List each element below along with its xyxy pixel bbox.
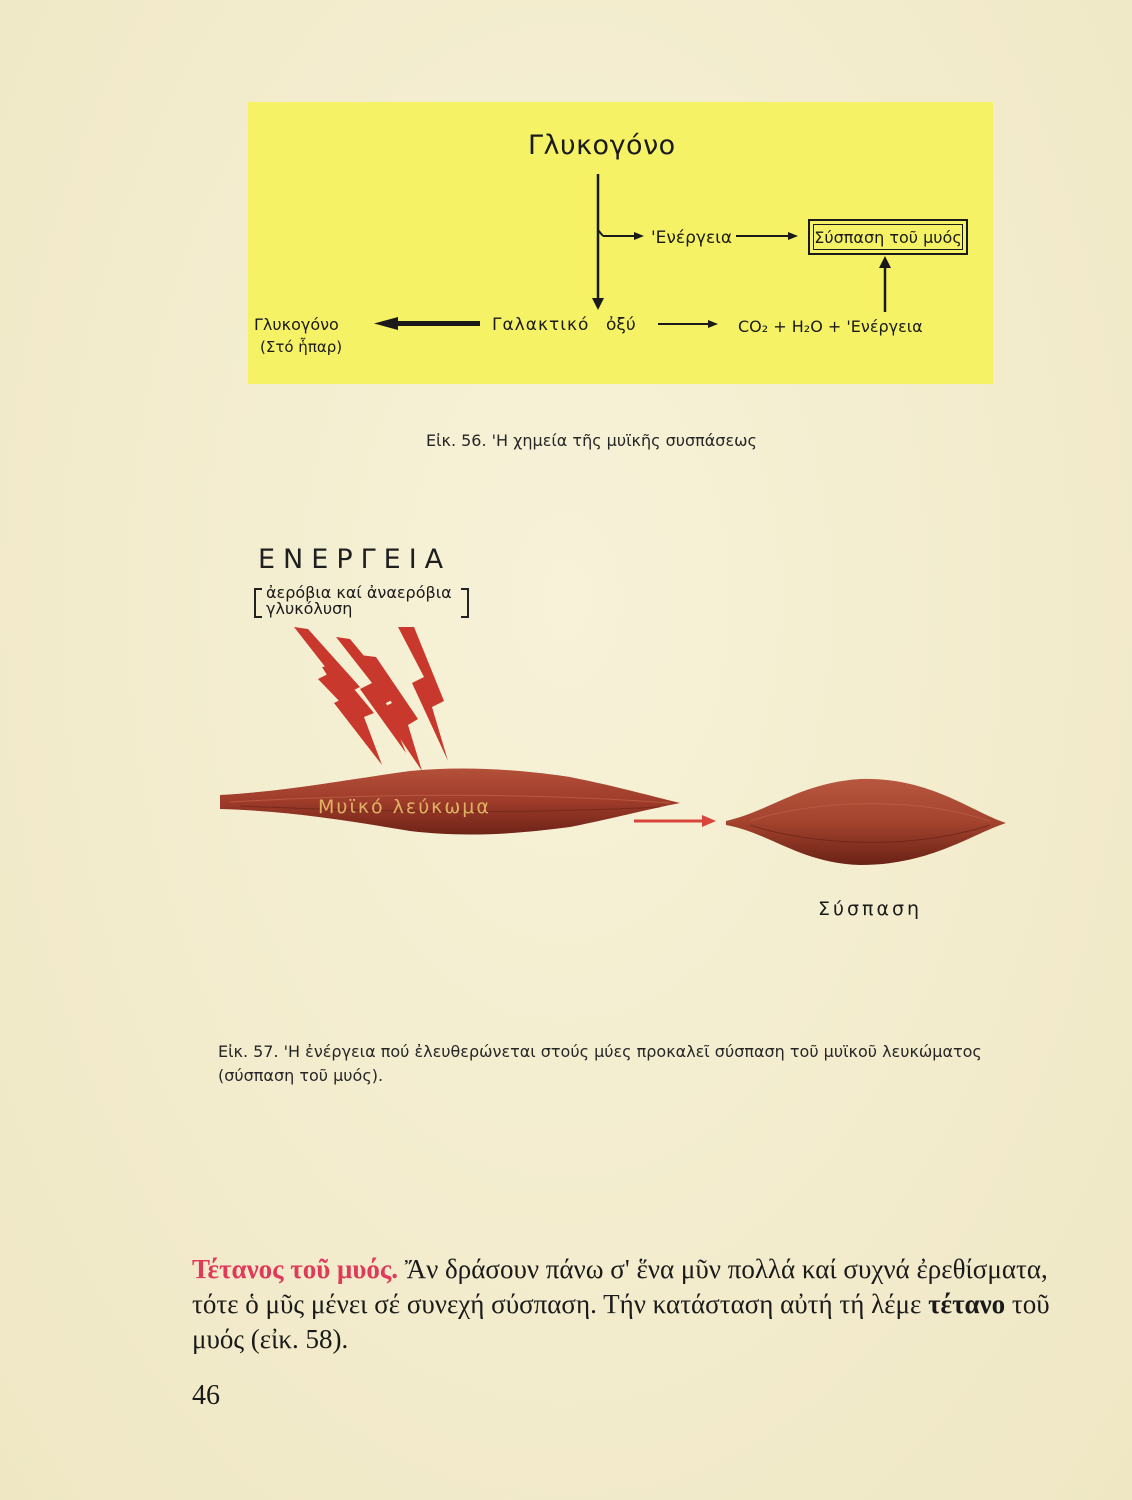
body-paragraph — [192, 1252, 1052, 1357]
down-arrowhead — [592, 298, 604, 310]
muscle-protein-label: Μυϊκό λεύκωμα — [318, 796, 491, 818]
lactic-label: Γαλακτικό — [492, 315, 590, 335]
products-label: CO₂ + H₂O + 'Ενέργεια — [738, 317, 923, 336]
contracted-muscle — [726, 779, 1006, 865]
left-arrow-shaft — [394, 321, 480, 326]
bracket-left — [254, 588, 262, 618]
contraction-label: Σύσπαση — [818, 898, 923, 920]
page-number: 46 — [192, 1380, 220, 1411]
contraction-box — [808, 219, 968, 255]
glycolysis-label: γλυκόλυση — [266, 599, 353, 618]
glycogen-left-label: Γλυκογόνο — [254, 315, 339, 334]
bracket-right — [461, 588, 469, 618]
up-arrowhead — [879, 256, 891, 268]
figure-56-caption: Εἰκ. 56. 'Η χημεία τῆς μυϊκῆς συσπάσεως — [426, 431, 757, 450]
contraction-box-label: Σύσπαση τοῦ μυός — [813, 224, 963, 250]
bold-term: τέτανο — [928, 1289, 1006, 1319]
figure-57-illustration — [210, 615, 1010, 875]
figure-56-diagram — [248, 102, 993, 384]
liver-label: (Στό ἧπαρ) — [260, 338, 343, 356]
body-text-part2: τοῦ μυός (εἰκ. 58). — [192, 1289, 1050, 1354]
energeia-title: ΕΝΕΡΓΕΙΑ — [258, 544, 452, 575]
acid-label: ὀξύ — [606, 315, 636, 335]
left-arrowhead — [374, 317, 398, 330]
figure-57-caption: Εἰκ. 57. 'Η ἐνέργεια πού ἐλευθερώνεται στούς μύες προκαλεῖ σύσπαση τοῦ μυϊκοῦ λευκώματος (σύσπαση τοῦ μυός). — [218, 1042, 982, 1085]
body-text-part1: Ἄν δράσουν πάνω σ' ἕνα μῦν πολλά καί συχνά ἐρεθίσματα, τότε ὁ μῦς μένει σέ συνεχή σύσπαση. Τήν κατάσταση αὐτή τή λέμε — [192, 1254, 1048, 1319]
energy-label: 'Ενέργεια — [651, 228, 733, 248]
section-heading: Τέτανος τοῦ μυός. — [192, 1254, 398, 1284]
contraction-arrowhead — [702, 815, 716, 827]
aerobic-label: ἀερόβια καί ἀναερόβια — [266, 583, 452, 602]
glycogen-top-label: Γλυκογόνο — [528, 130, 676, 161]
